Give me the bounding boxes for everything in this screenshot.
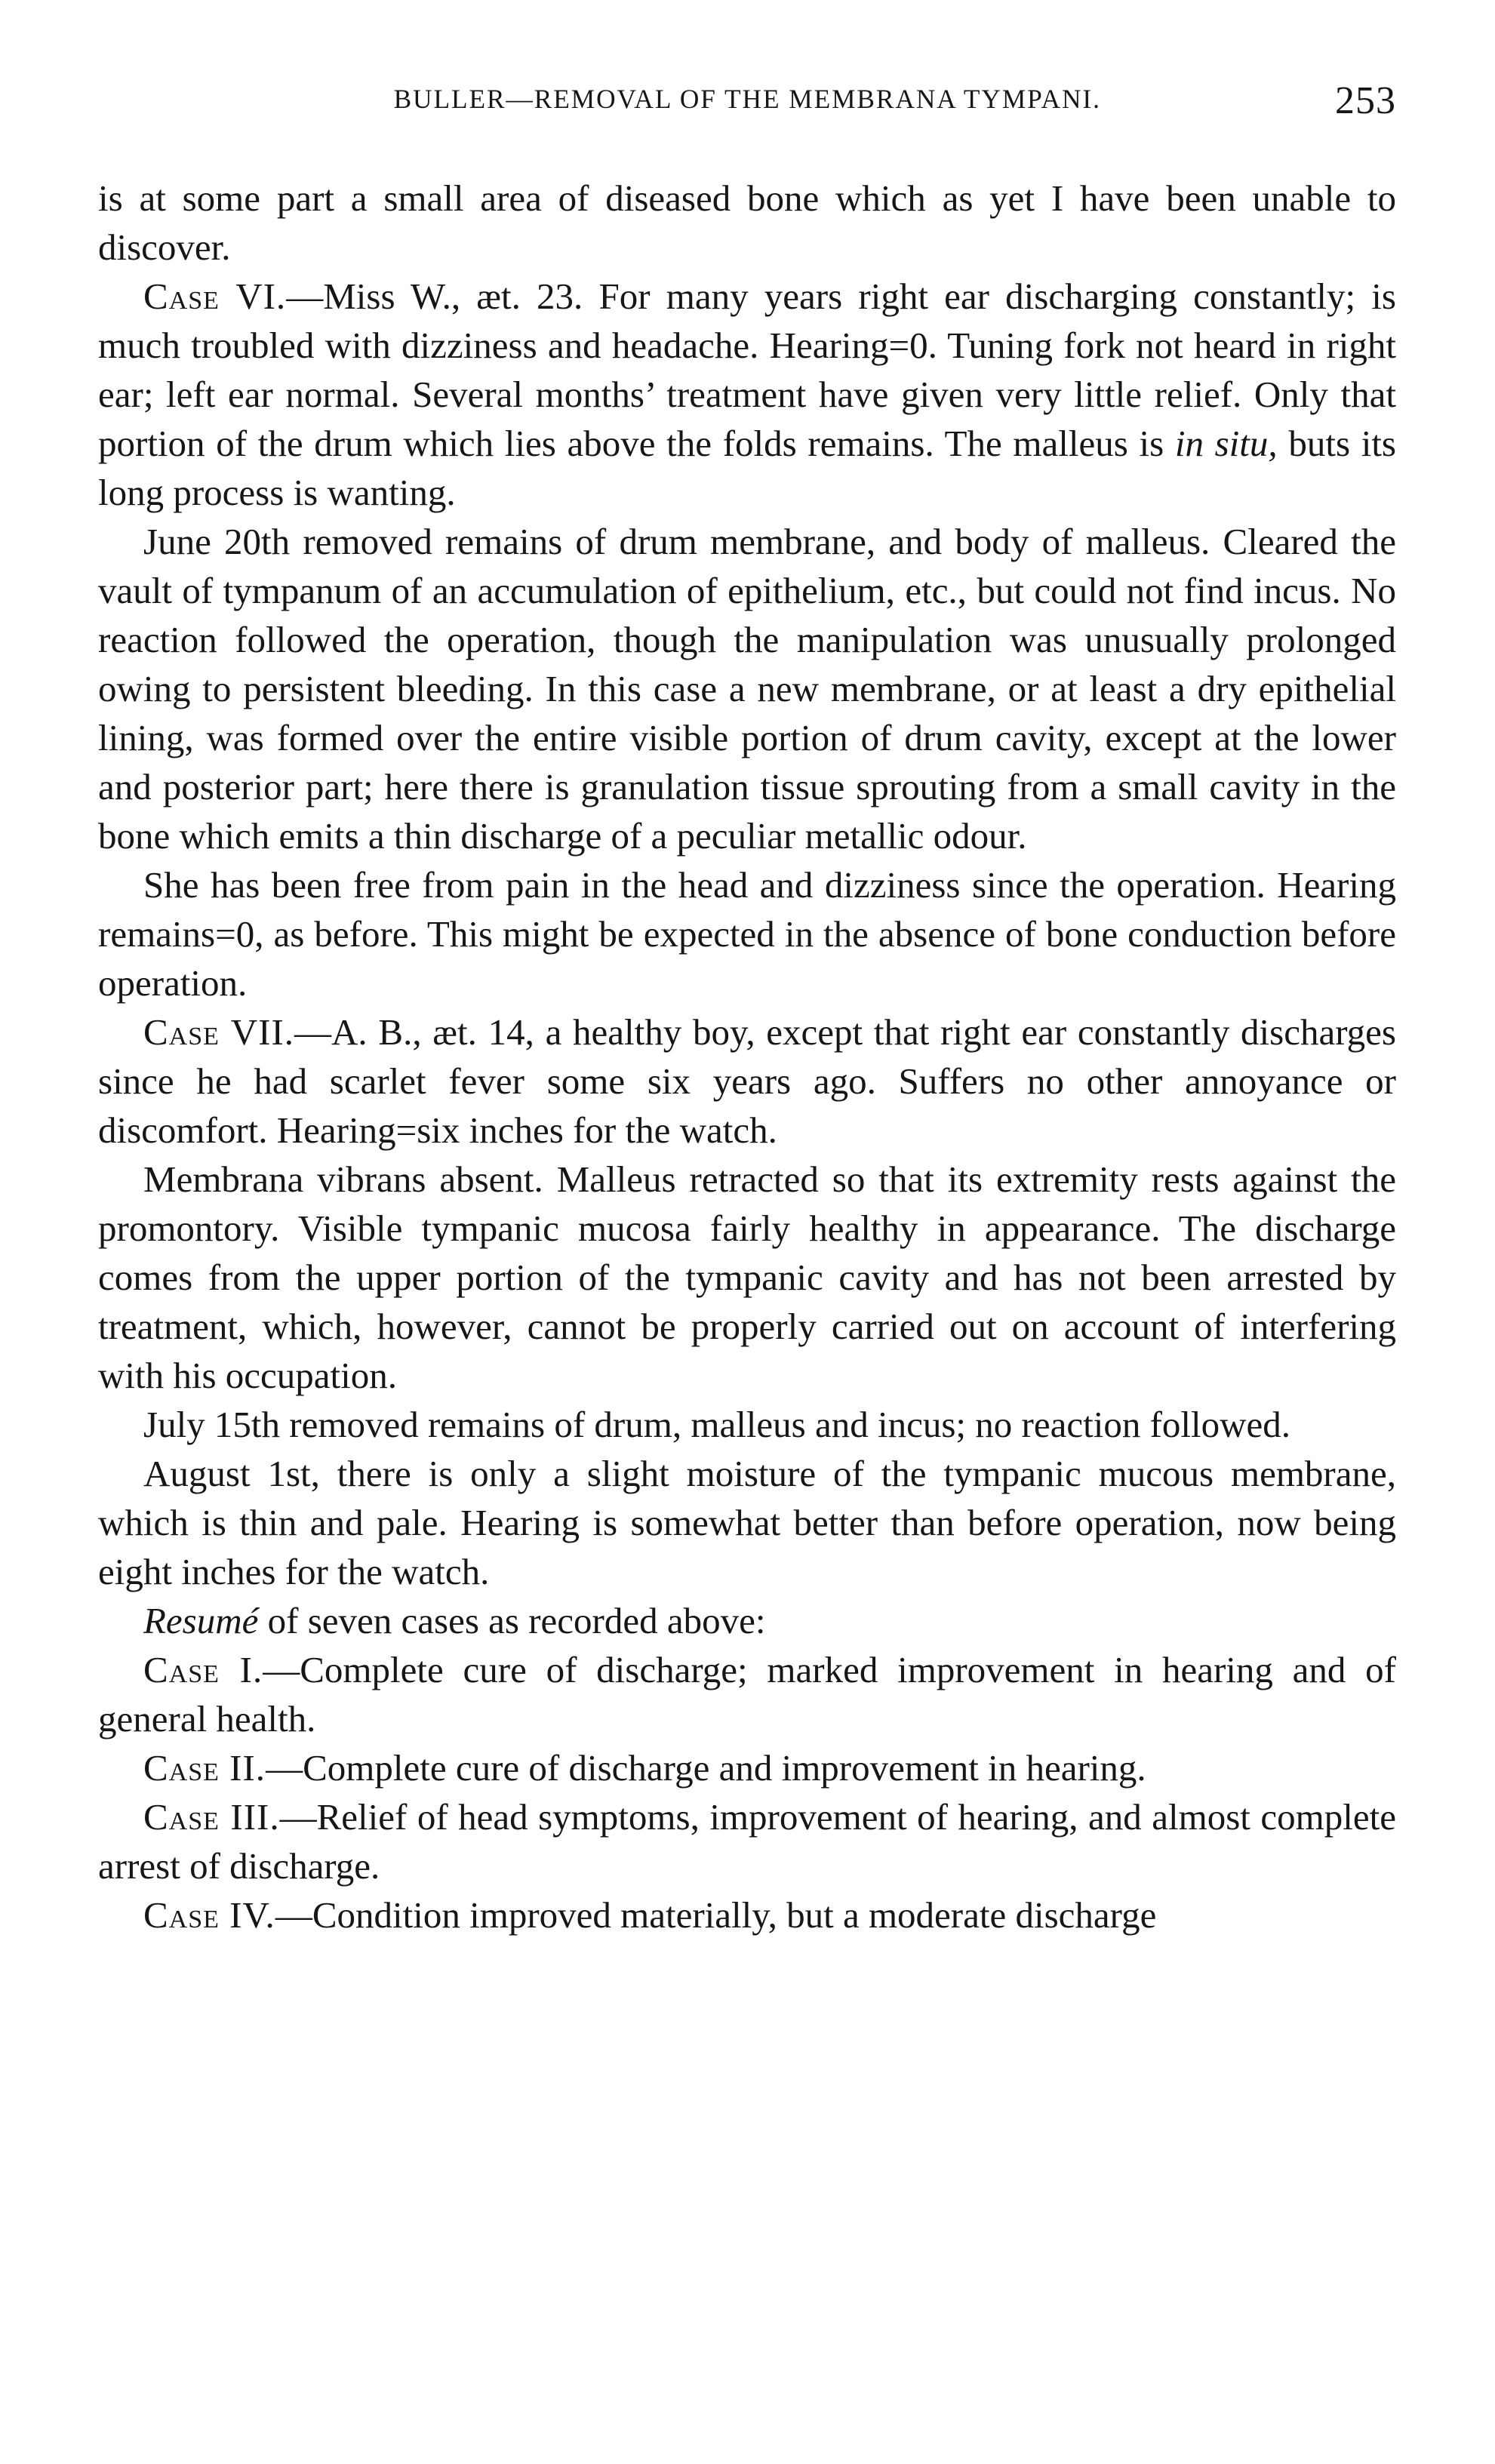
- paragraph-text: is at some part a small area of diseased bone which as yet I have been unable to discover.: [98, 177, 1396, 268]
- paragraph-case-iv: [98, 1890, 1396, 1940]
- paragraph-text: —Condition improved materially, but a moderate discharge: [275, 1894, 1157, 1936]
- case-label: Case IV.: [143, 1894, 275, 1936]
- case-label: Case III.: [143, 1796, 280, 1838]
- paragraph-text: Membrana vibrans absent. Malleus retracted so that its extremity rests against the promontory. Visible tympanic mucosa fairly healthy in appearance. The discharge comes from the upper portion of the tympanic cavity and has not been arrested by treatment, which, however, cannot be properly carried out on account of interfering with his occupation.: [98, 1158, 1396, 1396]
- paragraph-text: She has been free from pain in the head and dizziness since the operation. Hearing remains=0, as before. This might be expected in the absence of bone conduction before operation.: [98, 864, 1396, 1004]
- paragraph-text: —Miss W., æt. 23. For many years right ear discharging constantly; is much troubled with dizziness and headache. Hearing=0. Tuning fork not heard in right ear; left ear normal. Several months’ treatment have given very little relief. Only that portion of the drum which lies above the folds remains. The malleus is: [98, 275, 1396, 464]
- paragraph-august-1st: [98, 1449, 1396, 1596]
- book-page: [98, 79, 1397, 1940]
- italic-phrase: in situ,: [1174, 423, 1278, 464]
- page-header: [98, 79, 1396, 143]
- paragraph-june-20th: [98, 517, 1396, 860]
- paragraph-text: —Relief of head symptoms, improvement of hearing, and almost complete arrest of discharge.: [98, 1796, 1396, 1887]
- page-body: [98, 174, 1396, 1940]
- case-label: Case I.: [143, 1649, 263, 1690]
- paragraph-text: of seven cases as recorded above:: [258, 1600, 766, 1641]
- paragraph-membrana: [98, 1155, 1396, 1400]
- paragraph-text: June 20th removed remains of drum membrane, and body of malleus. Cleared the vault of tympanum of an accumulation of epithelium, etc., but could not find incus. No reaction followed the operation, though the manipulation was unusually prolonged owing to persistent bleeding. In this case a new membrane, or at least a dry epithelial lining, was formed over the entire visible portion of drum cavity, except at the lower and posterior part; here there is granulation tissue sprouting from a small cavity in the bone which emits a thin discharge of a peculiar metallic odour.: [98, 521, 1396, 857]
- paragraph-text: August 1st, there is only a slight moisture of the tympanic mucous membrane, which is thin and pale. Hearing is somewhat better than before operation, now being eight inches for the watch.: [98, 1453, 1396, 1592]
- paragraph-case-vi: [98, 272, 1396, 517]
- paragraph-text: —Complete cure of discharge; marked improvement in hearing and of general health.: [98, 1649, 1397, 1740]
- paragraph-resume: [98, 1596, 1396, 1645]
- case-label: Case VII.: [143, 1011, 295, 1053]
- paragraph-case-vii: [98, 1007, 1396, 1155]
- paragraph-case-ii: [98, 1743, 1396, 1792]
- paragraph-continuation: [98, 174, 1396, 272]
- italic-lead: Resumé: [143, 1600, 259, 1641]
- paragraph-text: —Complete cure of discharge and improvement in hearing.: [266, 1747, 1146, 1789]
- paragraph-case-iii: [98, 1792, 1396, 1890]
- paragraph-outcome-vi: [98, 860, 1396, 1007]
- page-number: 253: [1335, 79, 1396, 122]
- paragraph-text: —A. B., æt. 14, a healthy boy, except that right ear constantly discharges since he had scarlet fever some six years ago. Suffers no other annoyance or discomfort. Hearing=six inches for the watch.: [98, 1011, 1396, 1151]
- case-label: Case VI.: [143, 275, 287, 317]
- paragraph-july-15th: [98, 1400, 1396, 1449]
- paragraph-text: July 15th removed remains of drum, malleus and incus; no reaction followed.: [143, 1404, 1291, 1445]
- running-head: BULLER—REMOVAL OF THE MEMBRANA TYMPANI.: [393, 84, 1101, 114]
- paragraph-case-i: [98, 1645, 1396, 1743]
- case-label: Case II.: [143, 1747, 266, 1789]
- paragraph-text-after: buts its long process is wanting.: [98, 423, 1396, 513]
